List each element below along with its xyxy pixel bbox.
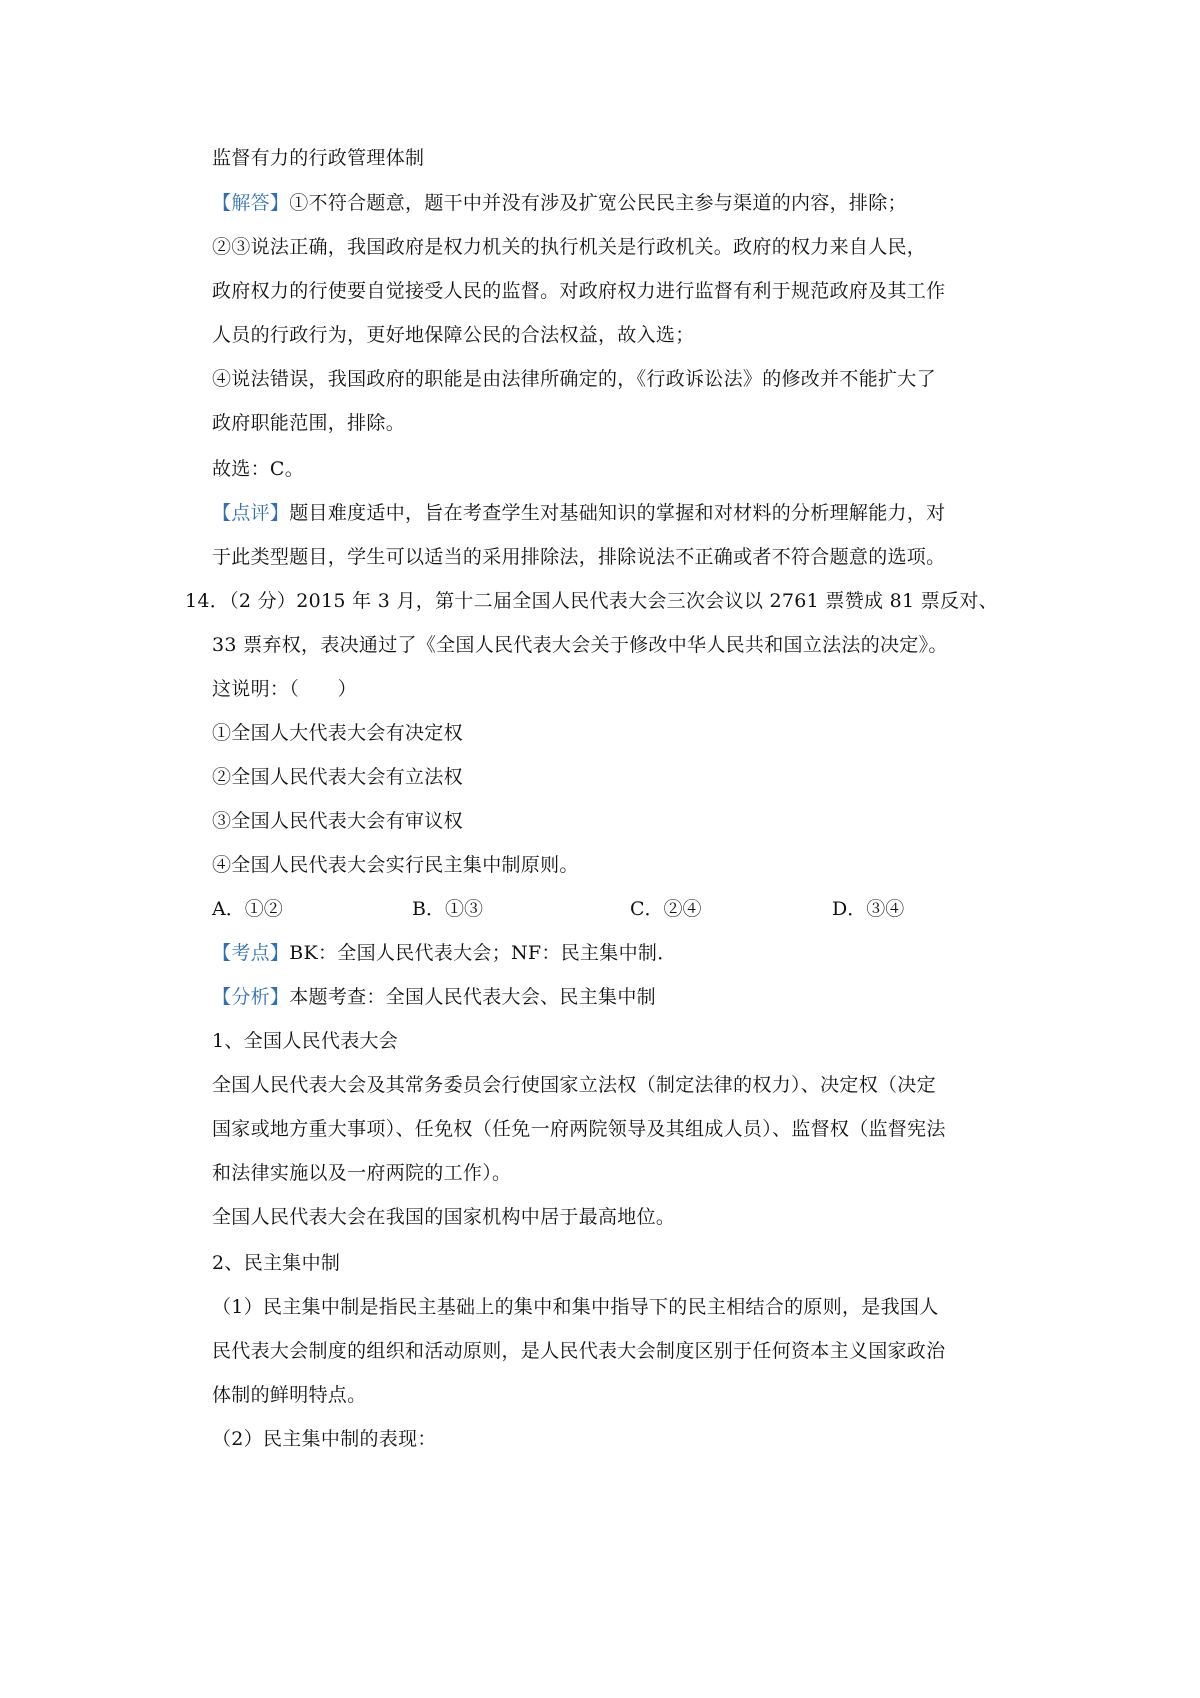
analysis-line: （1）民主集中制是指民主基础上的集中和集中指导下的民主相结合的原则，是我国人 (212, 1296, 939, 1318)
bracket-close: 】 (269, 942, 290, 964)
analysis-line: 2、民主集中制 (212, 1252, 341, 1274)
answer-tag: 解答 (231, 192, 270, 214)
bracket-close: 】 (269, 192, 290, 214)
bracket-close: 】 (269, 986, 290, 1008)
text-line: 故选：C。 (212, 458, 305, 480)
comment-line (212, 500, 1052, 526)
option-b: B．①③ (412, 898, 483, 920)
text-line: 监督有力的行政管理体制 (212, 147, 425, 169)
question-14-line: 这说明：（ ） (212, 678, 357, 700)
analysis-line: 全国人民代表大会在我国的国家机构中居于最高地位。 (212, 1206, 676, 1228)
answer-text: ①不符合题意，题干中并没有涉及扩宽公民民主参与渠道的内容，排除； (289, 192, 907, 214)
bracket-open: 【 (212, 986, 232, 1008)
fenxi-line (212, 984, 1052, 1010)
analysis-line: 全国人民代表大会及其常务委员会行使国家立法权（制定法律的权力）、决定权（决定 (212, 1074, 936, 1096)
option-d: D．③④ (832, 898, 905, 920)
fenxi-tag: 分析 (231, 986, 270, 1008)
bracket-open: 【 (212, 942, 232, 964)
comment-tag: 点评 (231, 502, 270, 524)
analysis-line: 民代表大会制度的组织和活动原则，是人民代表大会制度区别于任何资本主义国家政治 (212, 1340, 946, 1362)
kaodian-line (212, 940, 1052, 966)
analysis-line: （2）民主集中制的表现： (212, 1428, 437, 1450)
statement-1: ①全国人大代表大会有决定权 (212, 722, 463, 744)
statement-4: ④全国人民代表大会实行民主集中制原则。 (212, 854, 579, 876)
kaodian-text: BK：全国人民代表大会；NF：民主集中制． (289, 942, 677, 964)
bracket-open: 【 (212, 192, 232, 214)
bracket-open: 【 (212, 502, 232, 524)
kaodian-tag: 考点 (231, 942, 270, 964)
comment-text: 题目难度适中，旨在考查学生对基础知识的掌握和对材料的分析理解能力，对 (289, 502, 946, 524)
text-line: 政府权力的行使要自觉接受人民的监督。对政府权力进行监督有利于规范政府及其工作 (212, 280, 946, 302)
statement-3: ③全国人民代表大会有审议权 (212, 810, 463, 832)
text-line: ④说法错误，我国政府的职能是由法律所确定的，《行政诉讼法》的修改并不能扩大了 (212, 368, 936, 390)
text-line: 于此类型题目，学生可以适当的采用排除法，排除说法不正确或者不符合题意的选项。 (212, 546, 946, 568)
statement-2: ②全国人民代表大会有立法权 (212, 766, 463, 788)
fenxi-text: 本题考查：全国人民代表大会、民主集中制 (289, 986, 656, 1008)
bracket-close: 】 (269, 502, 290, 524)
option-a: A．①② (212, 898, 283, 920)
analysis-line: 和法律实施以及一府两院的工作）。 (212, 1162, 512, 1184)
text-line: ②③说法正确，我国政府是权力机关的执行机关是行政机关。政府的权力来自人民， (212, 236, 927, 258)
text-line: 人员的行政行为，更好地保障公民的合法权益，故入选； (212, 324, 695, 346)
analysis-line: 1、全国人民代表大会 (212, 1030, 399, 1052)
analysis-line: 体制的鲜明特点。 (212, 1384, 367, 1406)
text-line: 政府职能范围，排除。 (212, 412, 406, 434)
analysis-line: 国家或地方重大事项）、任免权（任免一府两院领导及其组成人员）、监督权（监督宪法 (212, 1118, 946, 1140)
question-14-line: 33 票弃权，表决通过了《全国人民代表大会关于修改中华人民共和国立法法的决定》。 (212, 634, 948, 656)
option-c: C．②④ (630, 898, 702, 920)
answer-line (212, 190, 1052, 216)
question-14-head: 14．（2 分）2015 年 3 月，第十二届全国人民代表大会三次会议以 2761 票赞成 81 票反对、 (185, 590, 998, 612)
